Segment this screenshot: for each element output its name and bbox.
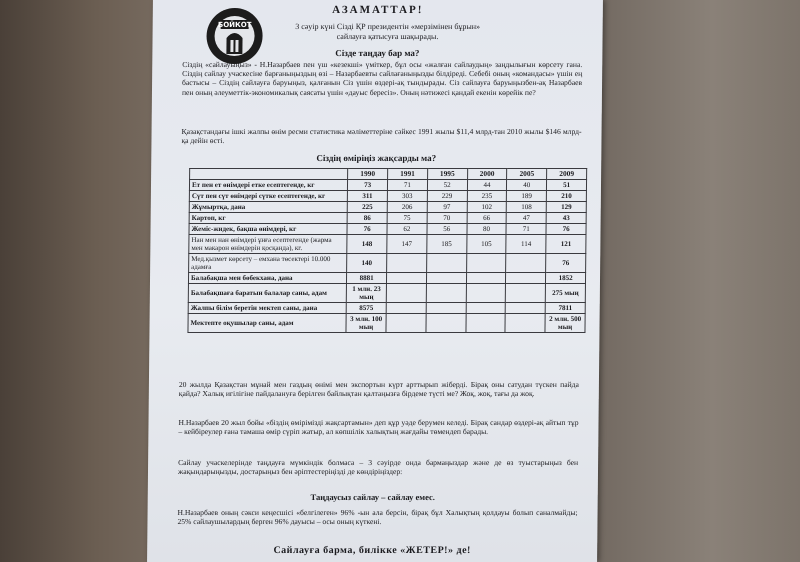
row-label: Картоп, кг	[189, 213, 347, 224]
cell-value: 311	[348, 191, 388, 202]
cell-value	[386, 314, 426, 333]
cell-value: 76	[347, 224, 387, 235]
slogan: Таңдаусыз сайлау – сайлау емес.	[310, 492, 435, 502]
cell-value	[386, 284, 426, 303]
paragraph-oil: 20 жылда Қазақстан мұнай мен газдың өнімі мен экспортын күрт арттырып жіберді. Бірақ оны сатудан түскен пайда қайда? Халық игілігіне пайдалануға берілген байлықтан қалтаңызға бірдеме түсті ме? Жоқ, жоқ, тағы да жоқ.	[178, 380, 579, 399]
row-label: Балабақша мен бөбекхана, дана	[188, 273, 346, 284]
cell-value: 114	[506, 235, 546, 254]
cell-value: 235	[467, 191, 507, 202]
year-header: 2009	[547, 169, 587, 180]
cell-value: 76	[546, 254, 586, 273]
cell-value: 2 млн. 500 мың	[545, 314, 585, 333]
svg-text:БОЙКОТ: БОЙКОТ	[217, 21, 252, 29]
table-row	[188, 314, 585, 333]
cell-value	[426, 284, 466, 303]
statistics-table	[187, 168, 587, 333]
cell-value	[506, 273, 546, 284]
cell-value	[386, 273, 426, 284]
paragraph-gdp: Қазақстандағы ішкі жалпы өнім ресми статистика мәліметтеріне сәйкес 1991 жылы $11,4 млрд-тан 2010 жылы $146 млрд-қа дейін өсті.	[181, 127, 582, 146]
cell-value	[505, 314, 545, 333]
cell-value	[506, 284, 546, 303]
cell-value	[466, 273, 506, 284]
paragraph-promises: Н.Назарбаев 20 жыл бойы «біздің өмірімізді жақсартамын» деп құр уәде берумен келеді. Бірақ сандар өздері-ақ айтып тұр – кейбіреулер ғана тамаша өмір сүріп жатыр, ал көпшілік халықтың жағдайы төмендеп барады.	[178, 418, 579, 437]
year-header: 1990	[348, 169, 388, 180]
cell-value: 70	[427, 213, 467, 224]
cell-value	[426, 273, 466, 284]
cell-value: 3 млн. 100 мың	[346, 314, 386, 333]
cell-value: 210	[547, 191, 587, 202]
cell-value	[386, 303, 426, 314]
cell-value: 66	[467, 213, 507, 224]
cell-value	[506, 254, 546, 273]
cell-value	[466, 314, 506, 333]
cell-value: 206	[387, 202, 427, 213]
table-row	[188, 273, 585, 284]
cell-value: 303	[387, 191, 427, 202]
leaflet-heading: АЗАМАТТАР!	[332, 4, 424, 16]
table-row	[189, 254, 586, 273]
row-label: Нан мен нан өнімдері ұнға есептегенде (жарма мен макарон өнімдерін қосқанда), кг.	[189, 235, 347, 254]
cell-value: 189	[507, 191, 547, 202]
table-header-label	[190, 169, 348, 180]
desk-background	[580, 0, 800, 562]
table-row	[189, 213, 586, 224]
row-label: Мед.қызмет көрсету – емхана төсектері 10.000 адамға	[189, 254, 347, 273]
year-header: 2005	[507, 169, 547, 180]
cell-value: 105	[466, 235, 506, 254]
cell-value: 225	[347, 202, 387, 213]
cell-value	[426, 303, 466, 314]
cell-value: 108	[507, 202, 547, 213]
cell-value: 102	[467, 202, 507, 213]
cell-value: 40	[507, 180, 547, 191]
cell-value: 8881	[347, 273, 387, 284]
cell-value: 47	[506, 213, 546, 224]
cell-value: 7811	[545, 303, 585, 314]
cell-value: 73	[348, 180, 388, 191]
row-label: Сүт пен сүт өнімдері сүтке есептегенде, кг	[189, 191, 347, 202]
paragraph-call: Сайлау учаскелерінде таңдауға мүмкіндік болмаса – 3 сәуірде онда бармаңыздар және де өз туыстарыңыз бен жақындарыңызды, достарыңыз бен әріптестеріңізді де көндіріңіздер:	[177, 458, 579, 477]
cell-value: 1 млн. 23 мың	[346, 284, 386, 303]
year-header: 1991	[388, 169, 428, 180]
cell-value: 51	[547, 180, 587, 191]
cell-value: 75	[387, 213, 427, 224]
cell-value: 86	[347, 213, 387, 224]
paragraph-advisor: Н.Назарбаев оның сәкси кеңесшісі «белгілеген» 96% -ын ала берсін, бірақ бұл Халықтың қолдауы болып саналмайды; 25% сайлаушылардың берген 96% дауысы – осы оның күткені.	[177, 508, 578, 527]
cell-value	[466, 284, 506, 303]
cell-value: 185	[427, 235, 467, 254]
row-label: Балабақшаға баратын балалар саны, адам	[188, 284, 346, 303]
cell-value: 8575	[346, 303, 386, 314]
year-header: 1995	[427, 169, 467, 180]
cell-value: 229	[427, 191, 467, 202]
footer-slogan: Сайлауға бармa, билікке «ЖЕТЕР!» де!	[273, 545, 471, 556]
cell-value: 1852	[546, 273, 586, 284]
row-label: Ет пен ет өнімдері етке есептегенде, кг	[189, 180, 347, 191]
cell-value: 129	[546, 202, 586, 213]
question-life: Сіздің өміріңіз жақсарды ма?	[316, 153, 437, 163]
cell-value: 147	[387, 235, 427, 254]
cell-value: 76	[546, 224, 586, 235]
question-choice: Сізде таңдау бар ма?	[335, 48, 420, 58]
cell-value: 71	[506, 224, 546, 235]
year-header: 2000	[467, 169, 507, 180]
cell-value	[506, 303, 546, 314]
cell-value	[426, 254, 466, 273]
table-row	[189, 180, 586, 191]
cell-value: 62	[387, 224, 427, 235]
cell-value: 275 мың	[545, 284, 585, 303]
intro-text: 3 сәуір күні Сізді ҚР президентін «мерзімінен бұрын» сайлауға қатысуға шақырады.	[295, 22, 481, 41]
table-row	[189, 202, 586, 213]
table-header-row	[190, 169, 587, 180]
table-row	[189, 235, 586, 254]
table-row	[188, 303, 585, 314]
cell-value: 71	[387, 180, 427, 191]
row-label: Мектепте оқушылар саны, адам	[188, 314, 346, 333]
cell-value	[387, 254, 427, 273]
cell-value	[426, 314, 466, 333]
leaflet-page	[147, 0, 603, 562]
cell-value	[466, 254, 506, 273]
cell-value: 52	[427, 180, 467, 191]
cell-value: 43	[546, 213, 586, 224]
paragraph-election: Сіздің «сайлауыңыз» - Н.Назарбаев пен үш «кезекші» үміткер, бұл осы «жалған сайлаудың» заңдылығын көрсету гана. Сіздің сайлау учаскесіне барғаныңыздың өзі – Назарбаевты сайлағаныңызды білдіреді. Себебі оның «командасы» үшін ең бастысы – Сіздің сайлауға баруыңыз, қалғанын Сіз үшін өздері-ақ тындырады. Сіз сайлауға баруыңызбен-ақ Назарбаев пен оның әлеуметтік-экономикалық саясаты үшін «дауыс бересіз». Оның нәтижесі қандай екенін көрейік пе?	[181, 60, 583, 97]
cell-value: 80	[467, 224, 507, 235]
cell-value: 97	[427, 202, 467, 213]
row-label: Жұмыртқа, дана	[189, 202, 347, 213]
cell-value: 56	[427, 224, 467, 235]
cell-value: 121	[546, 235, 586, 254]
cell-value: 148	[347, 235, 387, 254]
table-row	[189, 191, 586, 202]
row-label: Жеміс-жидек, бақша өнімдері, кг	[189, 224, 347, 235]
cell-value: 44	[467, 180, 507, 191]
cell-value	[466, 303, 506, 314]
table-row	[189, 224, 586, 235]
table-row	[188, 284, 585, 303]
row-label: Жалпы білім беретін мектеп саны, дана	[188, 303, 346, 314]
cell-value: 140	[347, 254, 387, 273]
